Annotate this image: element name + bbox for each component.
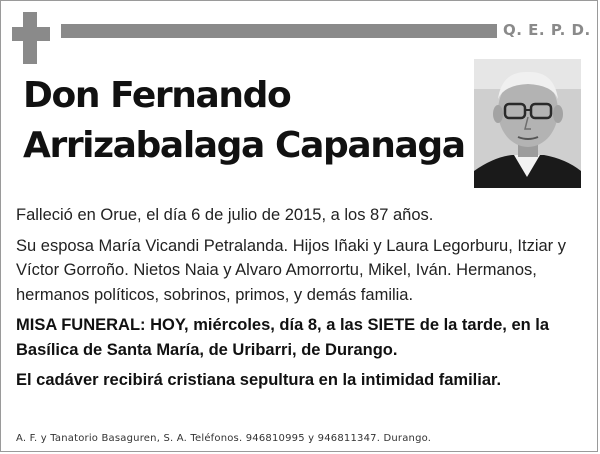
- portrait-photo: [474, 59, 581, 188]
- funeral-home-footer: A. F. y Tanatorio Basaguren, S. A. Teléfonos. 946810995 y 946811347. Durango.: [16, 433, 432, 444]
- family-list: Su esposa María Vicandi Petralanda. Hijos Iñaki y Laura Legorburu, Itziar y Víctor Gorroño. Nietos Naia y Alvaro Amorrortu, Mikel, Iván. Hermanos, hermanos políticos, sobrinos, primos, y demás familia.: [16, 236, 566, 304]
- header-rule: [61, 24, 497, 38]
- funeral-mass: MISA FUNERAL: HOY, miércoles, día 8, a las SIETE de la tarde, en la Basílica de Santa María, de Uribarri, de Durango.: [16, 316, 550, 359]
- name-line-2: Arrizabalaga Capanaga: [23, 125, 465, 166]
- deceased-name: [23, 71, 465, 171]
- notice-body: [16, 203, 591, 399]
- burial-notice: El cadáver recibirá cristiana sepultura en la intimidad familiar.: [16, 371, 502, 389]
- qepd-marker: Q. E. P. D.: [503, 21, 591, 39]
- name-line-1: Don Fernando: [23, 75, 291, 116]
- death-notice: Falleció en Orue, el día 6 de julio de 2015, a los 87 años.: [16, 206, 434, 224]
- cross-icon: [12, 12, 50, 64]
